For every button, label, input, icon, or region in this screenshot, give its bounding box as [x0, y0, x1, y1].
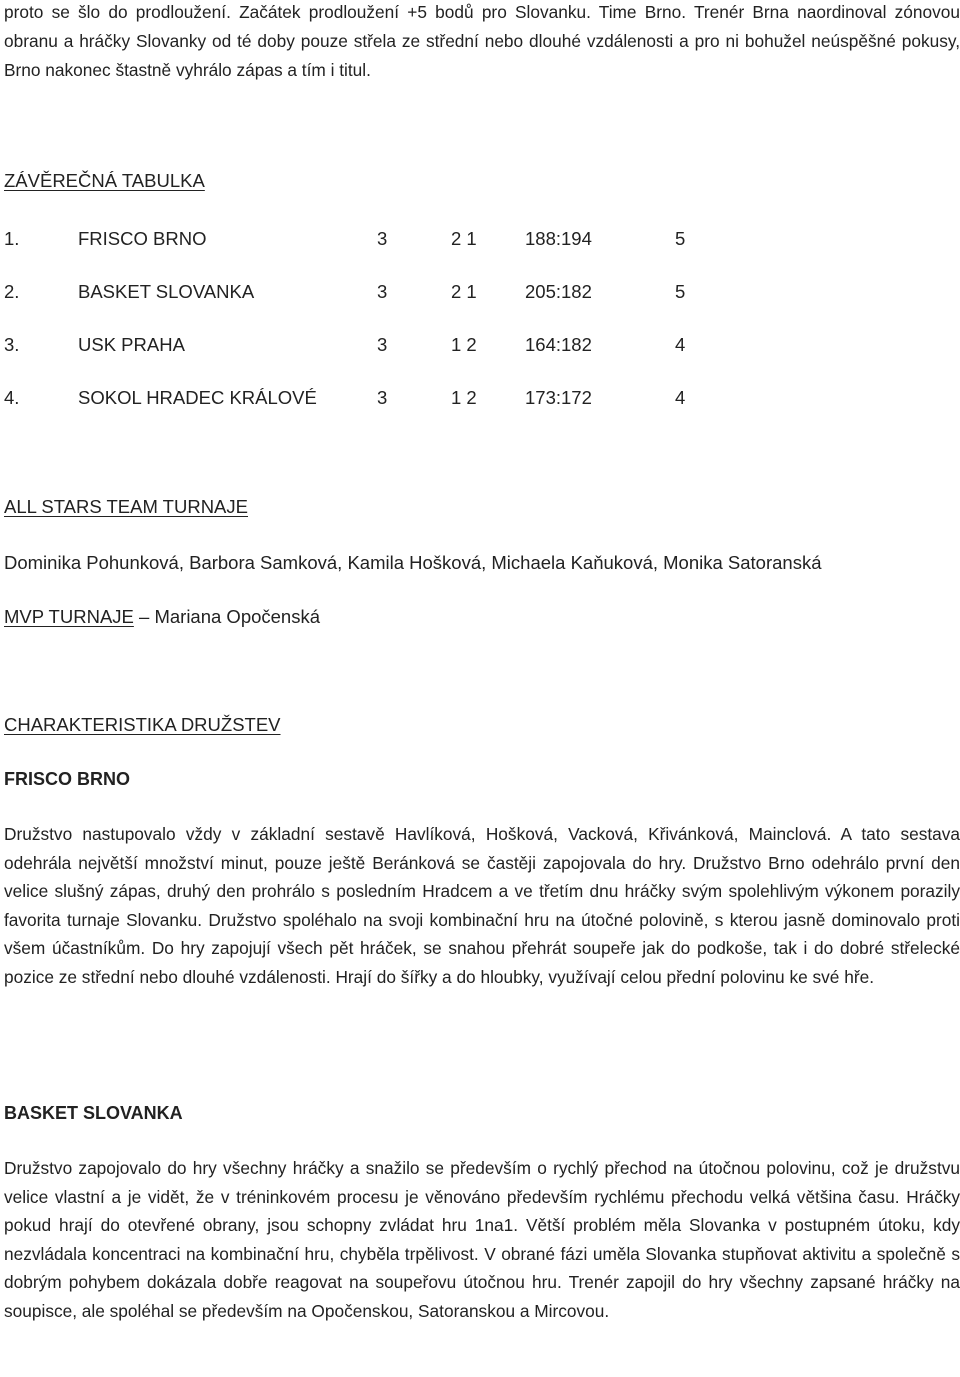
- team-name: SOKOL HRADEC KRÁLOVÉ: [78, 387, 317, 408]
- mvp-name: Mariana Opočenská: [154, 606, 321, 627]
- wins-losses: 1 2: [451, 387, 477, 408]
- games-played: 3: [377, 228, 388, 249]
- score: 188:194: [525, 228, 592, 249]
- games-played: 3: [377, 387, 388, 408]
- points: 5: [675, 228, 686, 249]
- score: 164:182: [525, 334, 592, 355]
- team-name: USK PRAHA: [78, 334, 185, 355]
- points: 4: [675, 387, 686, 408]
- intro-paragraph: proto se šlo do prodloužení. Začátek prodloužení +5 bodů pro Slovanku. Time Brno. Trenér Brna naordinoval zónovou obranu a hráčky Slovanky od té doby pouze střela ze střední nebo dlouhé vzdálenosti a pro ni bohužel neúspěšné pokusy, Brno nakonec štastně vyhrálo zápas a tím i titul.: [4, 2, 960, 80]
- rank: 2.: [4, 281, 20, 302]
- score: 205:182: [525, 281, 592, 302]
- mvp-label: MVP TURNAJE: [4, 606, 134, 627]
- allstars-players: Dominika Pohunková, Barbora Samková, Kamila Hošková, Michaela Kaňuková, Monika Satoranská: [4, 552, 822, 573]
- team-heading-slovanka: BASKET SLOVANKA: [4, 1103, 183, 1123]
- games-played: 3: [377, 281, 388, 302]
- wins-losses: 2 1: [451, 281, 477, 302]
- rank: 4.: [4, 387, 20, 408]
- wins-losses: 2 1: [451, 228, 477, 249]
- allstars-title: ALL STARS TEAM TURNAJE: [4, 496, 248, 517]
- team-description-frisco: Družstvo nastupovalo vždy v základní sestavě Havlíková, Hošková, Vacková, Křivánková, Mainclová. A tato sestava odehrála největší množství minut, pouze ještě Beránková se častěji zapojovala do hry. Družstvo Brno odehrálo první den velice slušný zápas, druhý den prohrálo s posledním Hradcem a ve třetím dnu hráčky svým spolehlivým výkonem porazily favorita turnaje Slovanku. Družstvo spoléhalo na svoji kombinační hru na útočné polovině, s kterou jasně dominovalo proti všem účastníkům. Do hry zapojují všech pět hráček, se snahou přehrát soupeře jak do podkoše, tak i do dobré střelecké pozice ze střední nebo dlouhé vzdálenosti. Hrají do šířky a do hloubky, využívají celou přední polovinu ke své hře.: [4, 824, 960, 987]
- team-name: BASKET SLOVANKA: [78, 281, 255, 302]
- mvp-line: [4, 606, 320, 628]
- mvp-separator: –: [133, 606, 155, 627]
- team-heading-frisco: FRISCO BRNO: [4, 769, 130, 789]
- team-name: FRISCO BRNO: [78, 228, 207, 249]
- points: 5: [675, 281, 686, 302]
- games-played: 3: [377, 334, 388, 355]
- rank: 1.: [4, 228, 20, 249]
- standings-title: ZÁVĚREČNÁ TABULKA: [4, 170, 205, 191]
- characteristics-title: CHARAKTERISTIKA DRUŽSTEV: [4, 714, 281, 735]
- team-description-slovanka: Družstvo zapojovalo do hry všechny hráčky a snažilo se především o rychlý přechod na útočnou polovinu, což je družstvu velice vlastní a je vidět, že v tréninkovém procesu je věnováno především rychlému přechodu velká většina času. Hráčky pokud hrají do otevřené obrany, jsou schopny zvládat hru 1na1. Větší problém měla Slovanka v postupném útoku, kdy nezvládala koncentraci na kombinační hru, chyběla trpělivost. V obrané fázi uměla Slovanka stupňovat aktivitu a společně s dobrým pohybem dokázala dobře reagovat na soupeřovu útočnou hru. Trenér zapojil do hry všechny zapsané hráčky na soupisce, ale spoléhal se především na Opočenskou, Satoranskou a Mircovou.: [4, 1158, 960, 1321]
- wins-losses: 1 2: [451, 334, 477, 355]
- points: 4: [675, 334, 686, 355]
- rank: 3.: [4, 334, 20, 355]
- score: 173:172: [525, 387, 592, 408]
